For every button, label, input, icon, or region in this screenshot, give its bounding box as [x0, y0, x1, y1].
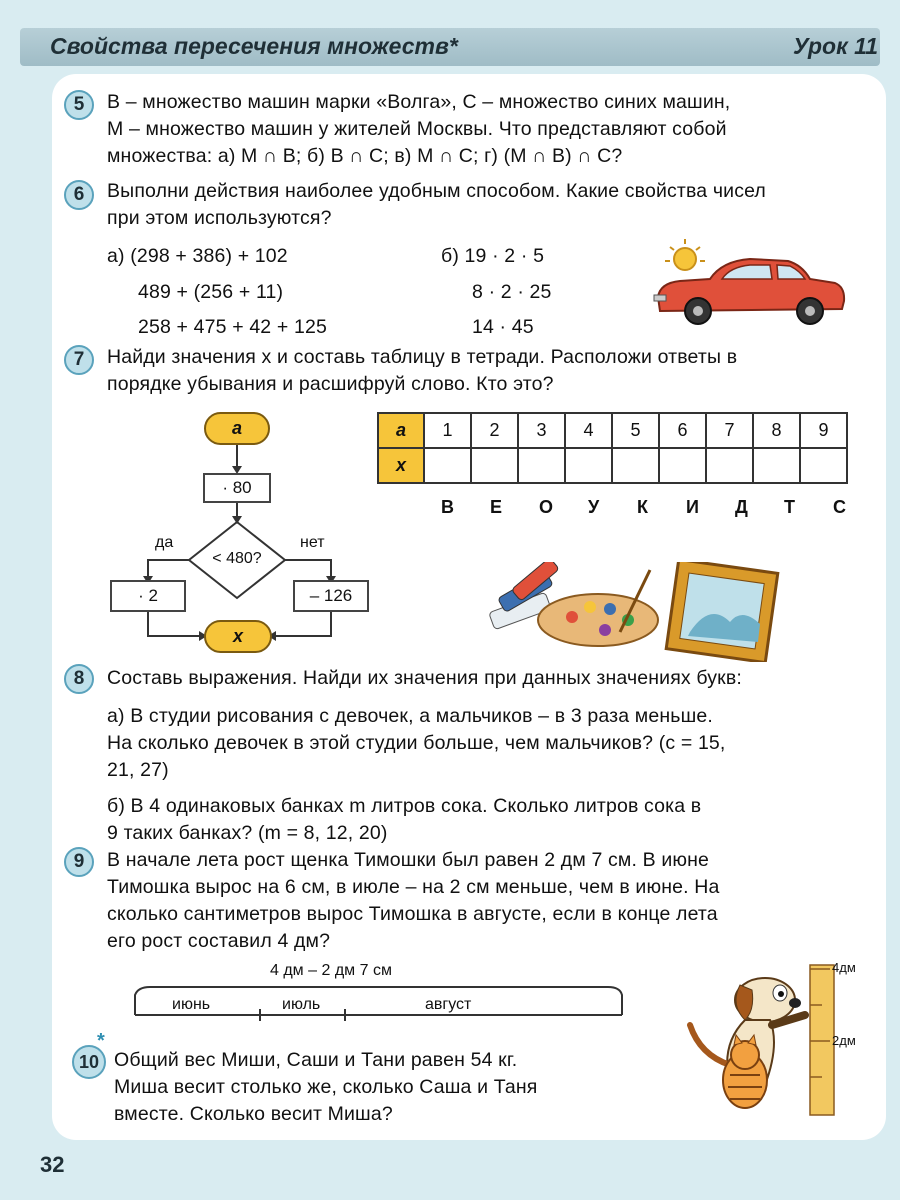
- table-cell: 9: [800, 413, 847, 448]
- cipher-letter: Т: [784, 497, 795, 517]
- task-9-line-2: Тимошка вырос на 6 см, в июле – на 2 см меньше, чем в июне. На: [107, 876, 720, 898]
- sun-icon: [665, 239, 705, 270]
- answer-table: [377, 412, 848, 484]
- cipher-letter: С: [833, 497, 846, 517]
- task-10-number: 10: [72, 1045, 106, 1079]
- cipher-letter: У: [588, 497, 600, 517]
- task-7-number: 7: [64, 345, 94, 375]
- task-9-line-1: В начале лета рост щенка Тимошки был равен 2 дм 7 см. В июне: [107, 849, 710, 871]
- flowchart-end: x: [204, 620, 272, 653]
- flowchart-multiply-2: · 2: [110, 580, 186, 612]
- row-a-label: a: [378, 413, 424, 448]
- palette-icon: [538, 570, 658, 646]
- task-7-line-2: порядке убывания и расшифруй слово. Кто это?: [107, 373, 554, 395]
- segment-june: июнь: [172, 996, 211, 1013]
- task-5-line-3: множества: а) M ∩ B; б) B ∩ C; в) M ∩ C; г) (M ∩ B) ∩ C?: [107, 145, 623, 167]
- table-cell-empty: [612, 448, 659, 483]
- task-10-line-1: Общий вес Миши, Саши и Тани равен 54 кг.: [114, 1049, 518, 1071]
- table-cell: 8: [753, 413, 800, 448]
- task-6-line-1: Выполни действия наиболее удобным способом. Какие свойства чисел: [107, 180, 766, 202]
- table-cell-empty: [565, 448, 612, 483]
- page-header: [0, 0, 900, 70]
- table-cell: 4: [565, 413, 612, 448]
- ruler-label-2dm: 2дм: [832, 1033, 856, 1048]
- task-5-line-2: M – множество машин у жителей Москвы. Что представляют собой: [107, 118, 727, 140]
- task-9-line-4: его рост составил 4 дм?: [107, 930, 331, 952]
- table-cell: 7: [706, 413, 753, 448]
- task-6-number: 6: [64, 180, 94, 210]
- task-9-number: 9: [64, 847, 94, 877]
- task-5-line-1: B – множество машин марки «Волга», C – множество синих машин,: [107, 91, 731, 113]
- task-6-b-3: 14 · 45: [472, 316, 534, 338]
- flowchart-start: a: [204, 412, 270, 445]
- task-6-a-2: 489 + (256 + 11): [138, 281, 284, 303]
- table-cell: 6: [659, 413, 706, 448]
- ruler-label-4dm: 4дм: [832, 960, 856, 975]
- table-cell: 3: [518, 413, 565, 448]
- car-illustration: [650, 235, 850, 330]
- task-10-star: *: [97, 1030, 105, 1052]
- cipher-letter: О: [539, 497, 554, 517]
- task-10-line-3: вместе. Сколько весит Миша?: [114, 1103, 393, 1125]
- table-cell-empty: [518, 448, 565, 483]
- task-8-a-line-1: а) В студии рисования c девочек, а мальчиков – в 3 раза меньше.: [107, 705, 713, 727]
- diagram-top-label: 4 дм – 2 дм 7 см: [270, 962, 392, 979]
- picture-frame-icon: [666, 562, 778, 662]
- paint-supplies-illustration: [480, 562, 780, 662]
- task-6-b-1: б) 19 · 2 · 5: [441, 245, 545, 267]
- table-row-a: [378, 413, 847, 448]
- task-8-a-line-2: На сколько девочек в этой студии больше, чем мальчиков? (c = 15,: [107, 732, 726, 754]
- flowchart-no-label: нет: [300, 534, 325, 551]
- task-9-line-3: сколько сантиметров вырос Тимошка в августе, если в конце лета: [107, 903, 718, 925]
- table-cell-empty: [659, 448, 706, 483]
- task-5-number: 5: [64, 90, 94, 120]
- flowchart-minus-126: – 126: [293, 580, 369, 612]
- row-x-label: x: [378, 448, 424, 483]
- cipher-letter: Д: [735, 497, 748, 517]
- table-cell-empty: [706, 448, 753, 483]
- lesson-label: Урок 11: [792, 33, 878, 59]
- task-8-b-line-2: 9 таких банках? (m = 8, 12, 20): [107, 822, 388, 844]
- task-10-line-2: Миша весит столько же, сколько Саша и Таня: [114, 1076, 538, 1098]
- page-number: 32: [40, 1152, 65, 1177]
- task-6-a-3: 258 + 475 + 42 + 125: [138, 316, 327, 338]
- cipher-letter: К: [637, 497, 648, 517]
- task-6-a-1: а) (298 + 386) + 102: [107, 245, 288, 267]
- task-8-a-line-3: 21, 27): [107, 759, 169, 781]
- task-7-line-1: Найди значения x и составь таблицу в тетради. Расположи ответы в: [107, 346, 738, 368]
- task-6-line-2: при этом используются?: [107, 207, 332, 229]
- table-cell-empty: [471, 448, 518, 483]
- height-ruler-icon: [810, 965, 834, 1115]
- table-cell-empty: [753, 448, 800, 483]
- task-6-b-2: 8 · 2 · 25: [472, 281, 552, 303]
- table-cell: 1: [424, 413, 471, 448]
- table-cell-empty: [424, 448, 471, 483]
- flowchart-multiply-80: · 80: [203, 473, 271, 503]
- table-cell: 2: [471, 413, 518, 448]
- flowchart-yes-label: да: [155, 534, 174, 551]
- table-row-x: [378, 448, 847, 483]
- table-cell-empty: [800, 448, 847, 483]
- cipher-letter: В: [441, 497, 454, 517]
- segment-august: август: [425, 996, 472, 1013]
- task-8-b-line-1: б) В 4 одинаковых банках m литров сока. Сколько литров сока в: [107, 795, 702, 817]
- segment-july: июль: [282, 996, 321, 1013]
- cipher-letter: И: [686, 497, 699, 517]
- flowchart-condition: < 480?: [212, 550, 262, 567]
- section-title: Свойства пересечения множеств*: [50, 33, 458, 59]
- task-8-intro: Составь выражения. Найди их значения при данных значениях букв:: [107, 667, 742, 689]
- task-8-number: 8: [64, 664, 94, 694]
- cipher-letter: Е: [490, 497, 503, 517]
- table-cell: 5: [612, 413, 659, 448]
